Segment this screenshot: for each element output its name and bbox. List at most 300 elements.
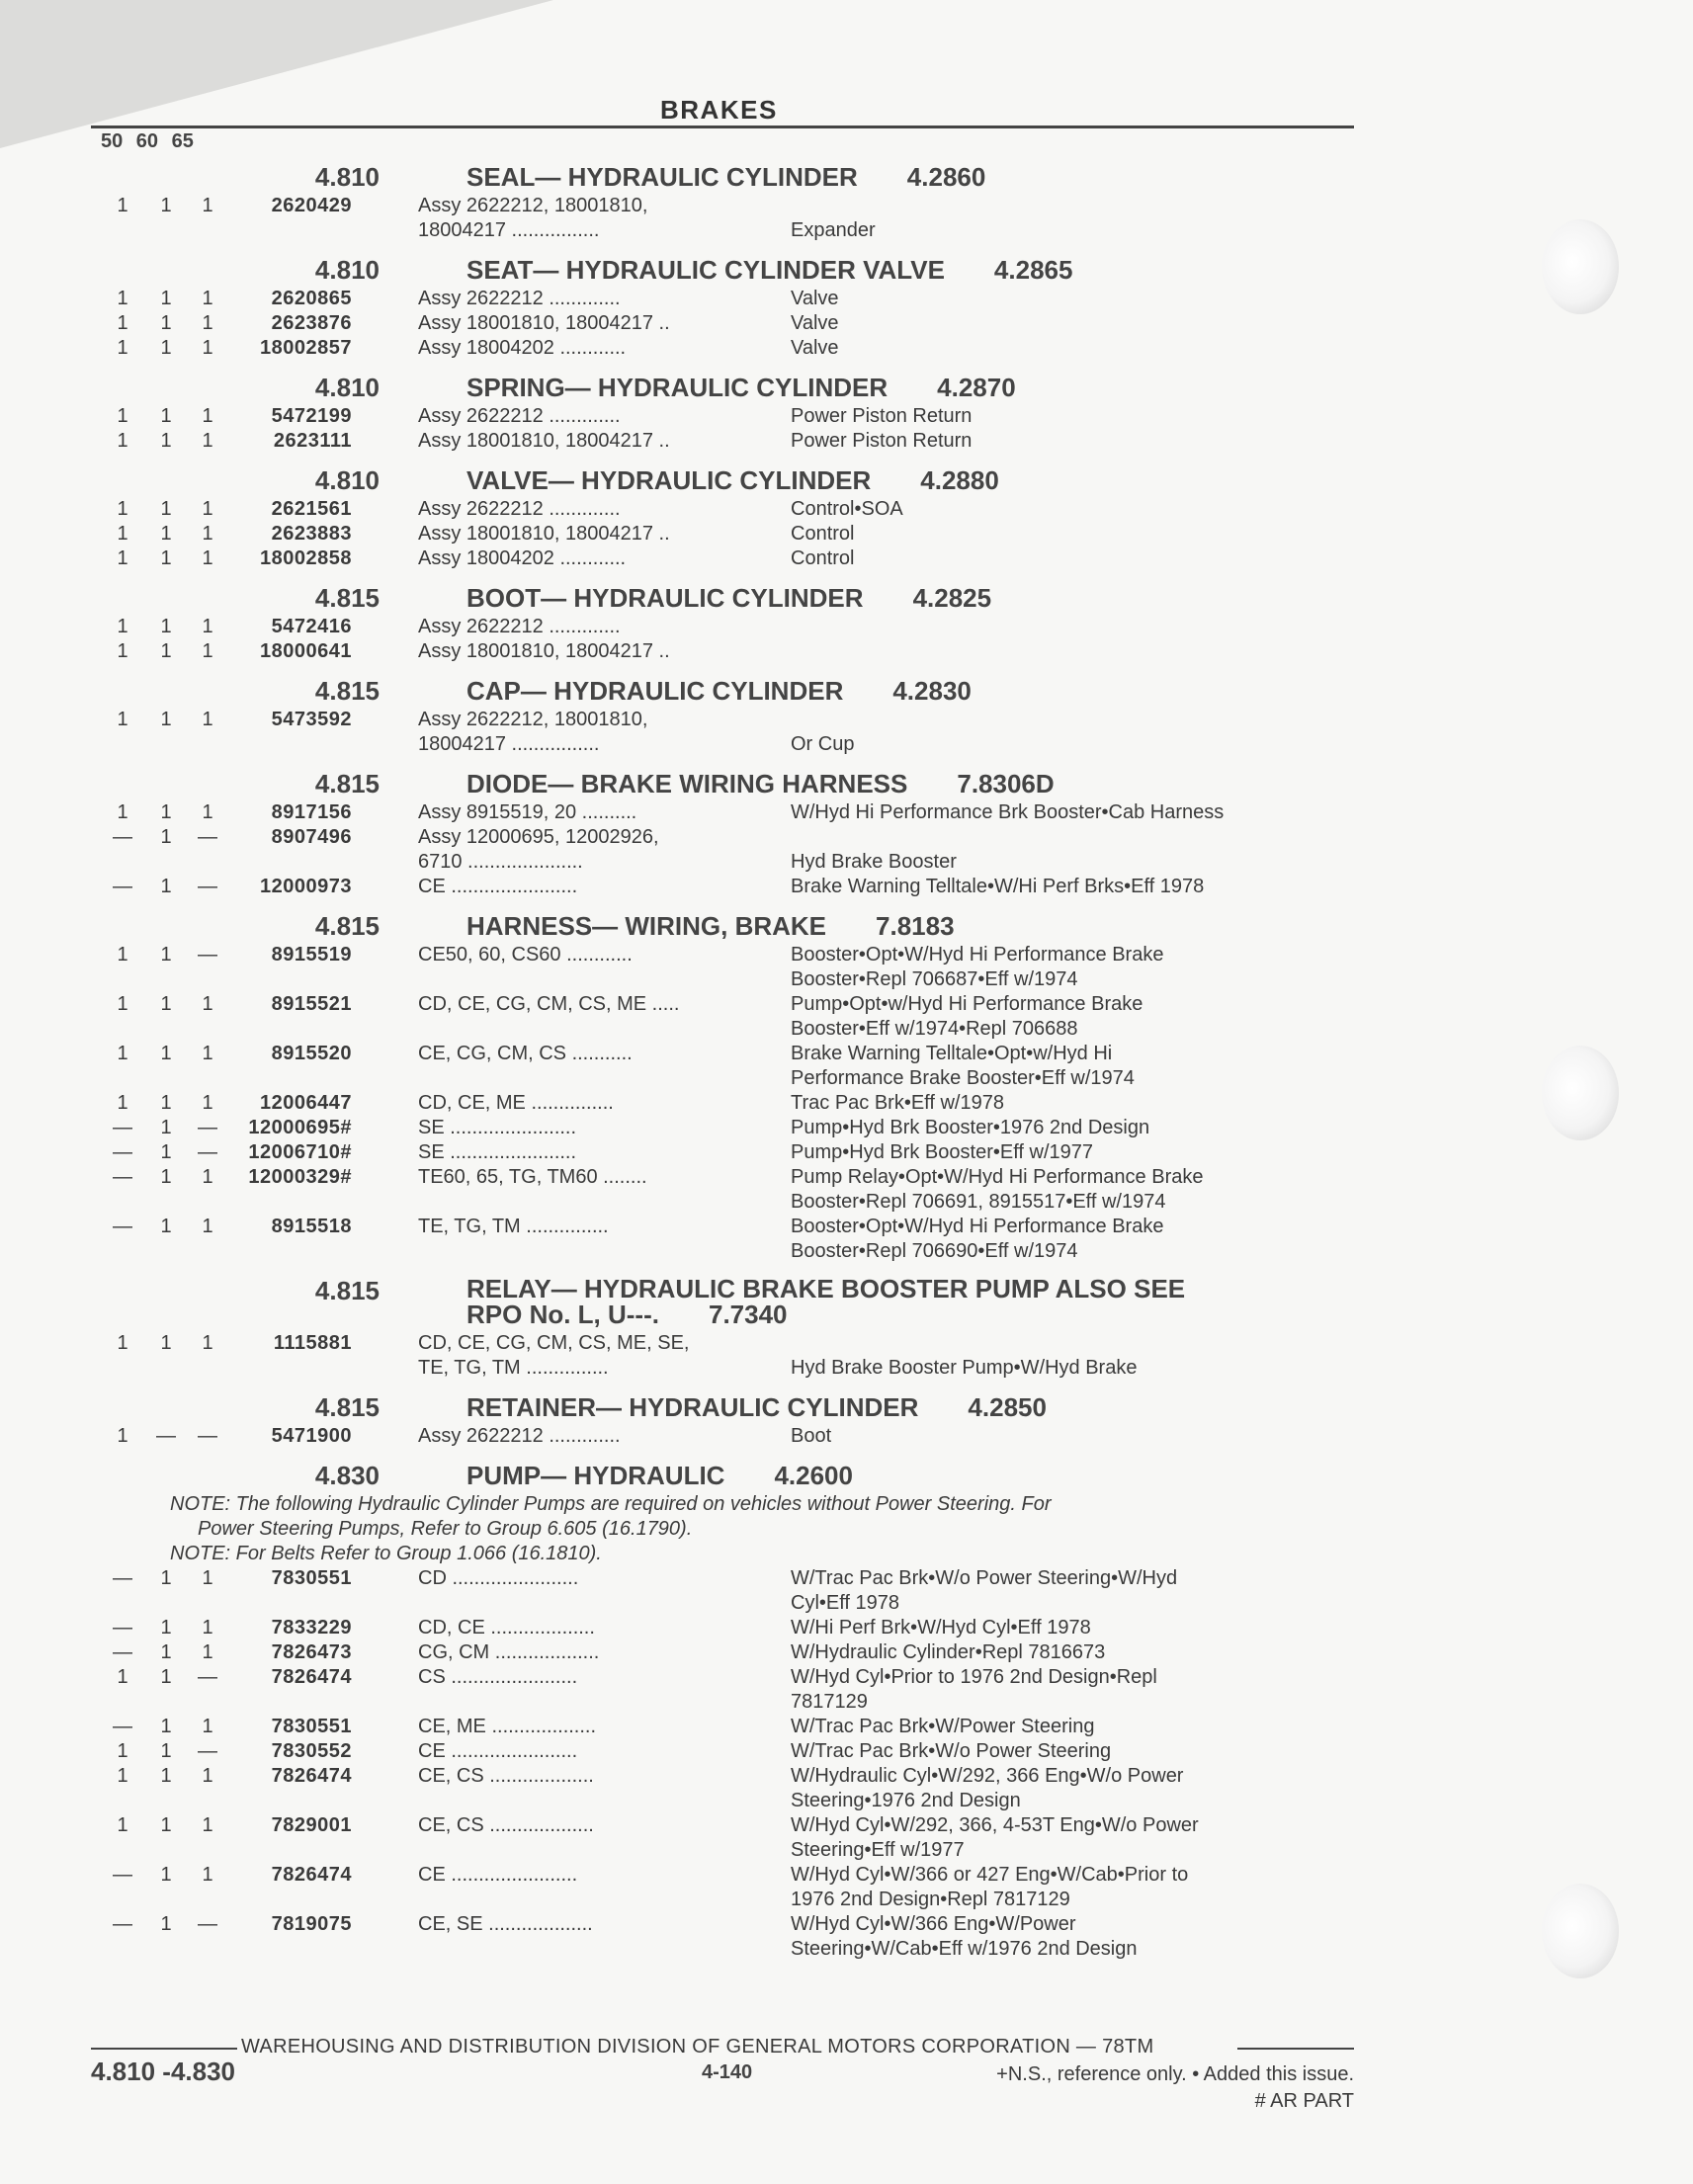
part-usage: CE, CS ................... (418, 1814, 594, 1836)
part-number: 5471900 (271, 1425, 352, 1447)
part-usage: CD, CE, ME ............... (418, 1092, 614, 1114)
quantity-65: — (198, 944, 217, 966)
footer-rule-right (1237, 2048, 1354, 2050)
section-title (466, 769, 1055, 799)
part-row-continuation (0, 1356, 1693, 1381)
part-usage: Assy 18001810, 18004217 .. (418, 523, 670, 545)
section-title-text: PUMP— HYDRAULIC (466, 1461, 725, 1490)
quantity-50: — (113, 1864, 132, 1886)
section-heading (0, 1270, 1693, 1331)
part-row (0, 311, 1693, 336)
quantity-60: 1 (160, 498, 172, 520)
part-usage: CE, SE ................... (418, 1913, 593, 1935)
part-number: 5472416 (271, 616, 352, 637)
quantity-60: 1 (160, 709, 172, 730)
part-number: 7833229 (271, 1617, 352, 1638)
part-row-continuation (0, 218, 1693, 243)
page-title: BRAKES (660, 95, 778, 125)
part-row-continuation (0, 1591, 1693, 1616)
part-number: 7830551 (271, 1567, 352, 1589)
part-description: Booster•Repl 706690•Eff w/1974 (791, 1240, 1078, 1262)
part-description: Control (791, 547, 855, 569)
quantity-60: 1 (160, 430, 172, 452)
section-heading (0, 670, 1693, 708)
section-title-text: RELAY— HYDRAULIC BRAKE BOOSTER PUMP ALSO SEE RPO No. L, U---. (466, 1274, 1186, 1329)
quantity-50: — (113, 1641, 132, 1663)
quantity-50: 1 (117, 1740, 128, 1762)
part-row (0, 1640, 1693, 1665)
quantity-50: 1 (117, 498, 128, 520)
quantity-65: 1 (202, 1641, 213, 1663)
part-row (0, 615, 1693, 639)
part-usage: CD, CE, CG, CM, CS, ME ..... (418, 993, 680, 1015)
note-line: NOTE: The following Hydraulic Cylinder Pumps are required on vehicles without Power Steering. For (170, 1493, 1052, 1515)
quantity-65: 1 (202, 1332, 213, 1354)
part-row (0, 1665, 1693, 1690)
quantity-60: 1 (160, 944, 172, 966)
part-usage: TE60, 65, TG, TM60 ........ (418, 1166, 647, 1188)
quantity-60: 1 (160, 1765, 172, 1787)
quantity-60: 1 (160, 1141, 172, 1163)
part-number: 8915518 (271, 1216, 352, 1237)
part-description: W/Trac Pac Brk•W/Power Steering (791, 1716, 1095, 1737)
quantity-65: 1 (202, 288, 213, 309)
footer-group-range: 4.810 -4.830 (91, 2057, 236, 2086)
part-row (0, 1739, 1693, 1764)
quantity-60: 1 (160, 1913, 172, 1935)
section-title-text: SEAT— HYDRAULIC CYLINDER VALVE (466, 255, 945, 285)
section-title (466, 1461, 853, 1491)
part-description: Valve (791, 288, 839, 309)
quantity-60: 1 (160, 826, 172, 848)
part-description: Valve (791, 337, 839, 359)
part-description: Pump•Hyd Brk Booster•Eff w/1977 (791, 1141, 1093, 1163)
part-number: 2621561 (271, 498, 352, 520)
part-usage: CD ....................... (418, 1567, 579, 1589)
section-group-code: 4.815 (314, 911, 380, 941)
quantity-50: — (113, 1166, 132, 1188)
part-row (0, 825, 1693, 850)
part-usage: CD, CE ................... (418, 1617, 595, 1638)
part-number: 12006447 (260, 1092, 352, 1114)
quantity-60: 1 (160, 993, 172, 1015)
section-heading (0, 460, 1693, 497)
part-description: W/Hyd Hi Performance Brk Booster•Cab Harness (791, 801, 1225, 823)
quantity-65: 1 (202, 993, 213, 1015)
part-row (0, 1566, 1693, 1591)
quantity-65: 1 (202, 430, 213, 452)
section-title-text: HARNESS— WIRING, BRAKE (466, 911, 827, 941)
footer-legend-line: # AR PART (1254, 2090, 1354, 2112)
part-usage: Assy 18001810, 18004217 .. (418, 312, 670, 334)
part-row-continuation (0, 1690, 1693, 1715)
quantity-65: 1 (202, 337, 213, 359)
quantity-50: 1 (117, 1814, 128, 1836)
quantity-60: 1 (160, 547, 172, 569)
part-row-continuation (0, 1789, 1693, 1813)
quantity-50: — (113, 1716, 132, 1737)
part-usage: Assy 12000695, 12002926, (418, 826, 659, 848)
part-row (0, 1715, 1693, 1739)
part-description: W/Hyd Cyl•W/292, 366, 4-53T Eng•W/o Power (791, 1814, 1199, 1836)
part-number: 12006710# (248, 1141, 352, 1163)
part-usage: CE ....................... (418, 876, 578, 897)
part-row-continuation (0, 1017, 1693, 1042)
section-heading (0, 1455, 1693, 1492)
part-row (0, 1912, 1693, 1937)
part-description: Booster•Opt•W/Hyd Hi Performance Brake (791, 1216, 1164, 1237)
part-description: Expander (791, 219, 876, 241)
part-number: 7829001 (271, 1814, 352, 1836)
part-number: 18000641 (260, 640, 352, 662)
quantity-50: 1 (117, 405, 128, 427)
section-title-text: BOOT— HYDRAULIC CYLINDER (466, 583, 864, 613)
part-description: Power Piston Return (791, 430, 973, 452)
part-usage: 18004217 ................ (418, 219, 600, 241)
section-title-text: SEAL— HYDRAULIC CYLINDER (466, 162, 858, 192)
section-reference-number: 4.2880 (920, 465, 999, 495)
part-number: 7819075 (271, 1913, 352, 1935)
part-description: Cyl•Eff 1978 (791, 1592, 900, 1614)
quantity-65: 1 (202, 547, 213, 569)
quantity-60: 1 (160, 405, 172, 427)
quantity-60: 1 (160, 1716, 172, 1737)
part-description: Steering•Eff w/1977 (791, 1839, 965, 1861)
part-row-continuation (0, 1888, 1693, 1912)
quantity-50: 1 (117, 195, 128, 216)
section-reference-number: 7.8183 (876, 911, 955, 941)
quantity-50: 1 (117, 709, 128, 730)
part-number: 8917156 (271, 801, 352, 823)
part-description: Hyd Brake Booster Pump•W/Hyd Brake (791, 1357, 1138, 1379)
part-description: W/Hyd Cyl•W/366 Eng•W/Power (791, 1913, 1076, 1935)
quantity-50: 1 (117, 1043, 128, 1064)
section-title (466, 373, 1016, 403)
quantity-50: 1 (117, 288, 128, 309)
part-row (0, 1813, 1693, 1838)
quantity-65: — (198, 1117, 217, 1138)
quantity-65: 1 (202, 405, 213, 427)
part-number: 5472199 (271, 405, 352, 427)
section-reference-number: 4.2830 (892, 676, 972, 706)
part-row (0, 522, 1693, 546)
part-description: Boot (791, 1425, 832, 1447)
part-usage: Assy 2622212 ............. (418, 288, 621, 309)
part-description: 7817129 (791, 1691, 868, 1713)
footer-legend-line: +N.S., reference only. • Added this issue. (996, 2063, 1354, 2085)
quantity-65: 1 (202, 1716, 213, 1737)
quantity-50: 1 (117, 1425, 128, 1447)
part-usage: CE, ME ................... (418, 1716, 597, 1737)
part-usage: Assy 2622212 ............. (418, 405, 621, 427)
quantity-60: 1 (160, 1740, 172, 1762)
part-usage: SE ....................... (418, 1117, 577, 1138)
quantity-50: 1 (117, 993, 128, 1015)
quantity-column-header: 50 60 65 (101, 130, 194, 152)
quantity-65: — (198, 1141, 217, 1163)
part-number: 5473592 (271, 709, 352, 730)
part-description: Or Cup (791, 733, 855, 755)
quantity-60: 1 (160, 640, 172, 662)
section-group-code: 4.810 (314, 162, 380, 192)
part-number: 7826473 (271, 1641, 352, 1663)
quantity-50: — (113, 1567, 132, 1589)
part-description: Brake Warning Telltale•W/Hi Perf Brks•Eff 1978 (791, 876, 1205, 897)
quantity-50: 1 (117, 523, 128, 545)
part-row (0, 875, 1693, 899)
section-reference-number: 4.2600 (774, 1461, 853, 1490)
part-row (0, 1116, 1693, 1140)
part-number: 8915521 (271, 993, 352, 1015)
section-title (466, 1392, 1047, 1423)
part-usage: Assy 2622212, 18001810, (418, 709, 648, 730)
part-row-continuation (0, 1838, 1693, 1863)
part-usage: CE, CS ................... (418, 1765, 594, 1787)
quantity-65: 1 (202, 1617, 213, 1638)
part-usage: CE ....................... (418, 1740, 578, 1762)
section-title (466, 676, 972, 707)
quantity-65: — (198, 826, 217, 848)
quantity-60: 1 (160, 876, 172, 897)
part-description: Hyd Brake Booster (791, 851, 957, 873)
quantity-60: 1 (160, 1117, 172, 1138)
part-number: 1115881 (273, 1332, 352, 1354)
section-title (466, 583, 991, 614)
section-reference-number: 7.7340 (708, 1300, 788, 1329)
quantity-60: 1 (160, 1617, 172, 1638)
part-description: Pump•Opt•w/Hyd Hi Performance Brake (791, 993, 1143, 1015)
section-group-code: 4.815 (314, 1276, 380, 1305)
part-description: W/Hi Perf Brk•W/Hyd Cyl•Eff 1978 (791, 1617, 1091, 1638)
quantity-50: — (113, 1913, 132, 1935)
part-usage: CE50, 60, CS60 ............ (418, 944, 633, 966)
quantity-60: 1 (160, 1092, 172, 1114)
quantity-65: 1 (202, 1166, 213, 1188)
footer-division-text: WAREHOUSING AND DISTRIBUTION DIVISION OF GENERAL MOTORS CORPORATION — 78TM (241, 2036, 1154, 2058)
part-description: 1976 2nd Design•Repl 7817129 (791, 1889, 1070, 1910)
footer-page-number: 4-140 (702, 2061, 753, 2083)
part-description: Pump Relay•Opt•W/Hyd Hi Performance Brake (791, 1166, 1204, 1188)
part-usage: Assy 2622212, 18001810, (418, 195, 648, 216)
quantity-50: 1 (117, 430, 128, 452)
part-description: W/Hydraulic Cyl•W/292, 366 Eng•W/o Power (791, 1765, 1184, 1787)
quantity-65: 1 (202, 640, 213, 662)
part-usage: Assy 18004202 ............ (418, 337, 627, 359)
quantity-65: 1 (202, 801, 213, 823)
quantity-50: — (113, 1617, 132, 1638)
quantity-65: — (198, 1913, 217, 1935)
part-usage: CD, CE, CG, CM, CS, ME, SE, (418, 1332, 690, 1354)
quantity-50: 1 (117, 801, 128, 823)
section-title (466, 162, 985, 193)
part-row (0, 992, 1693, 1017)
part-description: Booster•Repl 706691, 8915517•Eff w/1974 (791, 1191, 1166, 1213)
section-reference-number: 4.2850 (968, 1392, 1047, 1422)
part-usage: Assy 2622212 ............. (418, 1425, 621, 1447)
section-title-text: CAP— HYDRAULIC CYLINDER (466, 676, 844, 706)
section-heading (0, 156, 1693, 194)
part-row (0, 546, 1693, 571)
quantity-50: 1 (117, 547, 128, 569)
part-description: Brake Warning Telltale•Opt•w/Hyd Hi (791, 1043, 1113, 1064)
part-row-continuation (0, 1066, 1693, 1091)
part-number: 7830551 (271, 1716, 352, 1737)
part-description: Performance Brake Booster•Eff w/1974 (791, 1067, 1135, 1089)
quantity-50: 1 (117, 1666, 128, 1688)
quantity-50: 1 (117, 1092, 128, 1114)
part-row (0, 639, 1693, 664)
part-number: 18002857 (260, 337, 352, 359)
part-number: 8915520 (271, 1043, 352, 1064)
section-group-code: 4.815 (314, 583, 380, 613)
quantity-60: 1 (160, 1567, 172, 1589)
quantity-65: 1 (202, 523, 213, 545)
quantity-60: 1 (160, 312, 172, 334)
quantity-50: — (113, 1141, 132, 1163)
quantity-60: 1 (160, 616, 172, 637)
quantity-65: — (198, 1666, 217, 1688)
part-usage: Assy 8915519, 20 .......... (418, 801, 637, 823)
part-description: Trac Pac Brk•Eff w/1978 (791, 1092, 1004, 1114)
part-number: 2620865 (271, 288, 352, 309)
part-number: 7826474 (271, 1864, 352, 1886)
section-group-code: 4.810 (314, 373, 380, 402)
part-description: W/Hyd Cyl•W/366 or 427 Eng•W/Cab•Prior to (791, 1864, 1189, 1886)
quantity-65: 1 (202, 1092, 213, 1114)
quantity-60: 1 (160, 195, 172, 216)
section-group-code: 4.810 (314, 465, 380, 495)
quantity-50: — (113, 1117, 132, 1138)
part-number: 2620429 (271, 195, 352, 216)
quantity-65: 1 (202, 312, 213, 334)
quantity-65: 1 (202, 195, 213, 216)
section-reference-number: 7.8306D (957, 769, 1055, 798)
quantity-65: 1 (202, 498, 213, 520)
quantity-65: 1 (202, 709, 213, 730)
section-reference-number: 4.2865 (993, 255, 1073, 285)
section-group-code: 4.815 (314, 1392, 380, 1422)
quantity-65: 1 (202, 1043, 213, 1064)
quantity-50: — (113, 826, 132, 848)
part-description: Valve (791, 312, 839, 334)
part-row (0, 336, 1693, 361)
part-row-continuation (0, 850, 1693, 875)
quantity-65: — (198, 1425, 217, 1447)
section-reference-number: 4.2825 (912, 583, 992, 613)
part-description: Pump•Hyd Brk Booster•1976 2nd Design (791, 1117, 1150, 1138)
quantity-65: 1 (202, 1765, 213, 1787)
part-usage: TE, TG, TM ............... (418, 1216, 609, 1237)
quantity-50: 1 (117, 337, 128, 359)
part-description: W/Trac Pac Brk•W/o Power Steering•W/Hyd (791, 1567, 1178, 1589)
quantity-60: 1 (160, 1216, 172, 1237)
parts-listing (0, 150, 1693, 1962)
quantity-60: 1 (160, 1641, 172, 1663)
section-title (466, 255, 1072, 286)
part-row (0, 708, 1693, 732)
part-row-continuation (0, 1937, 1693, 1962)
quantity-65: 1 (202, 1864, 213, 1886)
part-number: 8915519 (271, 944, 352, 966)
section-title-text: RETAINER— HYDRAULIC CYLINDER (466, 1392, 919, 1422)
quantity-65: 1 (202, 1567, 213, 1589)
quantity-50: 1 (117, 640, 128, 662)
header-rule (91, 126, 1354, 128)
part-row (0, 1042, 1693, 1066)
part-description: Booster•Repl 706687•Eff w/1974 (791, 968, 1078, 990)
note-line: NOTE: For Belts Refer to Group 1.066 (16.1810). (170, 1543, 602, 1564)
part-row (0, 800, 1693, 825)
part-description: W/Hydraulic Cylinder•Repl 7816673 (791, 1641, 1106, 1663)
section-title (466, 1276, 1356, 1327)
part-number: 7826474 (271, 1666, 352, 1688)
quantity-60: 1 (160, 1814, 172, 1836)
part-row (0, 287, 1693, 311)
section-reference-number: 4.2860 (906, 162, 986, 192)
footer-rule-left (91, 2048, 237, 2050)
part-description: Control (791, 523, 855, 545)
quantity-60: 1 (160, 1166, 172, 1188)
part-description: Booster•Eff w/1974•Repl 706688 (791, 1018, 1078, 1040)
section-reference-number: 4.2870 (937, 373, 1016, 402)
quantity-65: 1 (202, 1216, 213, 1237)
part-description: Steering•W/Cab•Eff w/1976 2nd Design (791, 1938, 1138, 1960)
section-title (466, 911, 955, 942)
quantity-60: 1 (160, 1043, 172, 1064)
part-row (0, 194, 1693, 218)
part-row (0, 1424, 1693, 1449)
quantity-60: — (156, 1425, 176, 1447)
part-description: Steering•1976 2nd Design (791, 1790, 1021, 1811)
part-usage: CG, CM ................... (418, 1641, 600, 1663)
section-group-code: 4.810 (314, 255, 380, 285)
quantity-60: 1 (160, 1332, 172, 1354)
part-row (0, 943, 1693, 967)
quantity-50: — (113, 1216, 132, 1237)
part-row (0, 1091, 1693, 1116)
part-usage: Assy 18001810, 18004217 .. (418, 640, 670, 662)
quantity-50: — (113, 876, 132, 897)
part-row (0, 1764, 1693, 1789)
quantity-50: 1 (117, 944, 128, 966)
note-line: Power Steering Pumps, Refer to Group 6.605 (16.1790). (198, 1518, 693, 1540)
section-heading (0, 905, 1693, 943)
quantity-65: — (198, 1740, 217, 1762)
part-row (0, 1140, 1693, 1165)
section-heading (0, 1386, 1693, 1424)
quantity-50: 1 (117, 312, 128, 334)
part-number: 2623111 (273, 430, 352, 452)
section-title-text: VALVE— HYDRAULIC CYLINDER (466, 465, 872, 495)
part-usage: Assy 18004202 ............ (418, 547, 627, 569)
part-description: W/Trac Pac Brk•W/o Power Steering (791, 1740, 1112, 1762)
part-number: 18002858 (260, 547, 352, 569)
part-description: Booster•Opt•W/Hyd Hi Performance Brake (791, 944, 1164, 966)
quantity-60: 1 (160, 1864, 172, 1886)
section-heading (0, 577, 1693, 615)
section-heading (0, 249, 1693, 287)
part-row (0, 429, 1693, 454)
part-usage: Assy 2622212 ............. (418, 498, 621, 520)
part-usage: TE, TG, TM ............... (418, 1357, 609, 1379)
quantity-60: 1 (160, 1666, 172, 1688)
quantity-65: 1 (202, 1814, 213, 1836)
part-usage: CS ....................... (418, 1666, 578, 1688)
quantity-50: 1 (117, 616, 128, 637)
quantity-50: 1 (117, 1765, 128, 1787)
part-number: 2623876 (271, 312, 352, 334)
quantity-50: 1 (117, 1332, 128, 1354)
